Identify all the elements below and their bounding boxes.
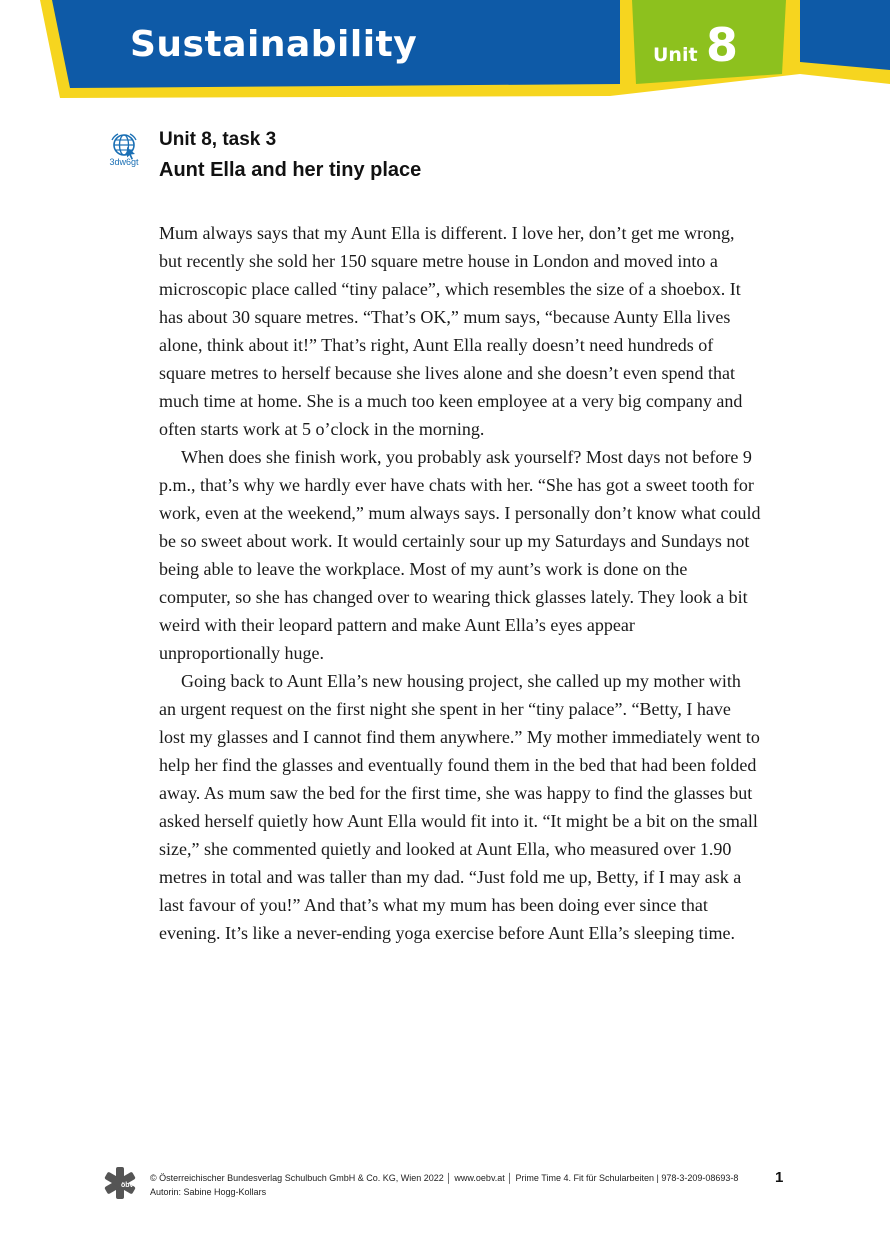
story-line: metres in total and was taller than my dad. “Just fold me up, Betty, if I may ask a: [159, 867, 742, 887]
task-title: Aunt Ella and her tiny place: [159, 159, 422, 181]
header-banner: [0, 0, 890, 110]
globe-cursor-icon[interactable]: [108, 132, 140, 160]
story-line: an urgent request on the first night she spent in her “tiny palace”. “Betty, I have: [159, 699, 731, 719]
story-line: microscopic place called “tiny palace”, which resembles the size of a shoebox. It: [159, 279, 741, 299]
section-title: Sustainability: [130, 24, 418, 65]
story-line: alone, think about it!” That’s right, Aunt Ella really doesn’t need hundreds of: [159, 335, 714, 355]
author-credit: Autorin: Sabine Hogg-Kollars: [150, 1187, 267, 1197]
web-code-link[interactable]: 3dw6gt: [109, 157, 139, 167]
svg-text:öbv: öbv: [121, 1182, 134, 1189]
story-line: being able to leave the workplace. Most of my aunt’s work is done on the: [159, 559, 688, 579]
book-title: Prime Time 4. Fit für Schularbeiten: [515, 1173, 654, 1183]
story-text: [159, 219, 799, 947]
isbn: 978-3-209-08693-8: [661, 1173, 739, 1183]
story-line: but recently she sold her 150 square metre house in London and moved into a: [159, 251, 718, 271]
story-line: square metres to herself because she lives alone and she doesn’t even spend that: [159, 363, 735, 383]
story-line: size,” she commented quietly and looked at Aunt Ella, who measured over 1.90: [159, 839, 732, 859]
story-line: asked herself quietly how Aunt Ella would fit into it. “It might be a bit on the small: [159, 811, 758, 831]
story-line: weird with their leopard pattern and make Aunt Ella’s eyes appear: [159, 615, 635, 635]
story-line: lost my glasses and I cannot find them anywhere.” My mother immediately went to: [159, 727, 760, 747]
story-line: work, even at the weekend,” mum always says. I personally don’t know what could: [159, 503, 761, 523]
story-line: Mum always says that my Aunt Ella is different. I love her, don’t get me wrong,: [159, 223, 735, 243]
footer-separator: │: [507, 1173, 513, 1183]
website-link[interactable]: www.oebv.at: [454, 1173, 505, 1183]
story-line: evening. It’s like a never-ending yoga exercise before Aunt Ella’s sleeping time.: [159, 923, 735, 943]
story-line: much time at home. She is a much too keen employee at a very big company and: [159, 391, 743, 411]
unit-label: Unit: [653, 44, 698, 66]
unit-number: 8: [706, 18, 739, 72]
oebv-logo: [104, 1165, 136, 1201]
copyright-text: © Österreichischer Bundesverlag Schulbuch GmbH & Co. KG, Wien 2022: [150, 1173, 444, 1183]
story-line: Going back to Aunt Ella’s new housing project, she called up my mother with: [181, 671, 741, 691]
story-line: help her find the glasses and eventually found them in the bed that had been folded: [159, 755, 757, 775]
story-line: away. As mum saw the bed for the first time, she was happy to find the glasses but: [159, 783, 753, 803]
story-line: last favour of you!” And that’s what my mum has been doing ever since that: [159, 895, 708, 915]
story-line: computer, so she has changed over to wearing thick glasses lately. They look a bit: [159, 587, 748, 607]
story-line: often starts work at 5 o’clock in the morning.: [159, 419, 485, 439]
story-line: When does she finish work, you probably ask yourself? Most days not before 9: [181, 447, 752, 467]
story-line: unproportionally huge.: [159, 643, 324, 663]
footer-separator: |: [656, 1173, 659, 1183]
story-line: has about 30 square metres. “That’s OK,” mum says, “because Aunty Ella lives: [159, 307, 731, 327]
footer-separator: │: [446, 1173, 452, 1183]
story-line: be so sweet about work. It would certainly sour up my Saturdays and Sundays not: [159, 531, 750, 551]
story-line: p.m., that’s why we hardly ever have chats with her. “She has got a sweet tooth for: [159, 475, 754, 495]
page-number: 1: [775, 1169, 784, 1186]
footer-copyright-line: [150, 1173, 738, 1183]
task-label: Unit 8, task 3: [159, 129, 277, 150]
